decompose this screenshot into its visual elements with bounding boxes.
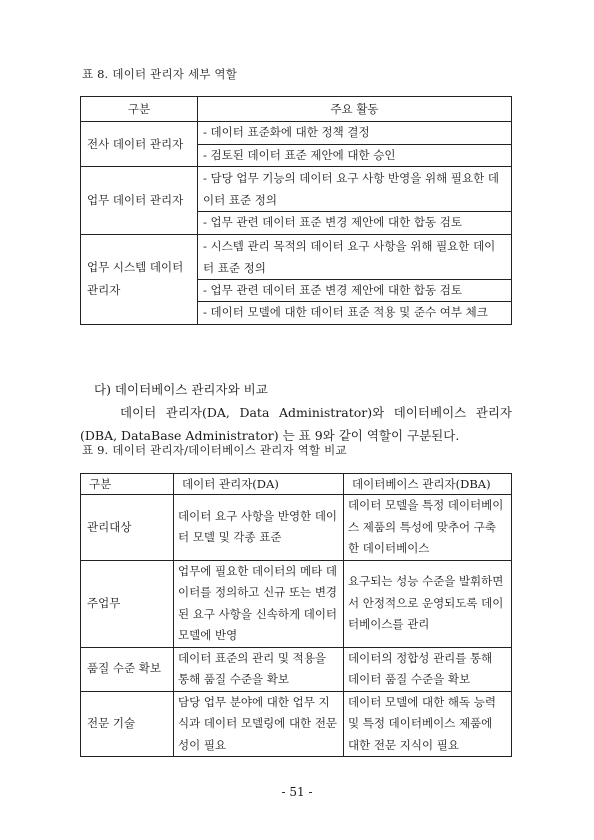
da-cell: 데이터 표준의 관리 및 적용을 통해 품질 수준을 확보 <box>174 647 344 691</box>
column-header-category: 구분 <box>81 97 198 122</box>
column-header-da: 데이터 관리자(DA) <box>174 474 344 495</box>
activity-item: - 데이터 표준화에 대한 정책 결정 <box>203 125 370 139</box>
activities-cell <box>198 122 512 167</box>
data-administrator-roles-table <box>80 96 512 325</box>
row-label: 품질 수준 확보 <box>81 647 174 691</box>
activity-item: - 시스템 관리 목적의 데이터 요구 사항을 위해 필요한 데이터 표준 정의 <box>203 238 496 275</box>
row-label: 관리대상 <box>81 495 174 561</box>
activities-cell <box>198 234 512 324</box>
role-cell: 전사 데이터 관리자 <box>81 122 198 167</box>
column-header-category: 구분 <box>81 474 174 495</box>
table-header-row <box>81 474 512 495</box>
da-cell: 업무에 필요한 데이터의 메타 데이터를 정의하고 신규 또는 변경된 요구 사항을 신속하게 데이터 모델에 반영 <box>174 560 344 647</box>
table-row <box>81 647 512 691</box>
dba-cell: 데이터의 정합성 관리를 통해 데이터 품질 수준을 확보 <box>344 647 512 691</box>
activity-item: - 업무 관련 데이터 표준 변경 제안에 대한 합동 검토 <box>198 211 511 234</box>
section-heading: 다) 데이터베이스 관리자와 비교 <box>94 382 268 397</box>
table-row <box>81 234 512 324</box>
role-cell: 업무 데이터 관리자 <box>81 167 198 235</box>
activity-item: - 검토된 데이터 표준 제안에 대한 승인 <box>198 144 511 167</box>
table-row <box>81 495 512 561</box>
page-number: - 51 - <box>281 785 313 799</box>
da-cell: 데이터 요구 사항을 반영한 데이터 모델 및 각종 표준 <box>174 495 344 561</box>
table8-caption: 표 8. 데이터 관리자 세부 역할 <box>82 67 238 81</box>
da-dba-comparison-table <box>80 473 512 757</box>
table9-caption: 표 9. 데이터 관리자/데이터베이스 관리자 역할 비교 <box>82 443 347 457</box>
table-header-row <box>81 97 512 122</box>
row-label: 전문 기술 <box>81 691 174 757</box>
table-row <box>81 560 512 647</box>
dba-cell: 요구되는 성능 수준을 발휘하면서 안정적으로 운영되도록 데이터베이스를 관리 <box>344 560 512 647</box>
da-cell: 담당 업무 분야에 대한 업무 지식과 데이터 모델링에 대한 전문성이 필요 <box>174 691 344 757</box>
activity-item: - 업무 관련 데이터 표준 변경 제안에 대한 합동 검토 <box>198 279 511 302</box>
table-row <box>81 691 512 757</box>
dba-cell: 데이터 모델에 대한 해독 능력 및 특정 데이터베이스 제품에 대한 전문 지식이 필요 <box>344 691 512 757</box>
activity-item: - 데이터 모델에 대한 데이터 표준 적용 및 준수 여부 체크 <box>198 301 511 324</box>
column-header-dba: 데이터베이스 관리자(DBA) <box>344 474 512 495</box>
table-row <box>81 167 512 235</box>
row-label: 주업무 <box>81 560 174 647</box>
column-header-main-activities: 주요 활동 <box>198 97 512 122</box>
activity-item: - 담당 업무 기능의 데이터 요구 사항 반영을 위해 필요한 데이터 표준 정의 <box>203 171 499 207</box>
role-cell: 업무 시스템 데이터 관리자 <box>81 234 198 324</box>
body-paragraph: 데이터 관리자(DA, Data Administrator)와 데이터베이스 관리자(DBA, DataBase Administrator) 는 표 9와 같이 역할이 구분된다. <box>80 405 512 443</box>
dba-cell: 데이터 모델을 특정 데이터베이스 제품의 특성에 맞추어 구축한 데이터베이스 <box>344 495 512 561</box>
activities-cell <box>198 167 512 235</box>
table-row <box>81 122 512 167</box>
